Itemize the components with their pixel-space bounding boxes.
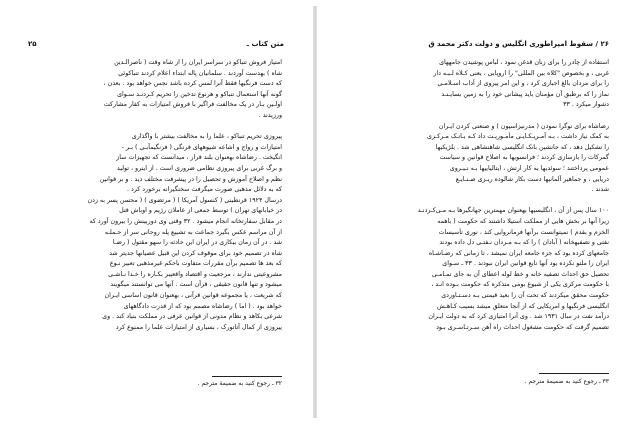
text-line: که شریعت ، یا مجموعه قوانین قرآنی ، بهعنوان قانون اساسی ایـران <box>104 292 282 300</box>
left-footnote: ۳۲ ـ رجوع کنید به ضمیمهٔ مترجم . <box>197 380 282 387</box>
text-line: شد . در آن زمان بیکاری در ایران این حادثه را سهو مقتول ( رضـا <box>112 239 282 247</box>
text-line: میشود و تنها قانون حقیقی ، قرآن است . آنها می توانستند میگویند <box>110 281 282 289</box>
text-line: در مقابل سفارتخانه انجام میشود . ۳۲ وقتی وی دوربینش را بیرون آورد که <box>89 217 282 225</box>
text-line: رضاشاه برای نوگرا نمودن ( مدرنیزاسیون ) و صنعتی کردن ایـران <box>438 122 609 130</box>
left-page-body-text <box>28 58 282 333</box>
text-line: انگیخت . رضاشاه بهعنوان بلند قرار ، میدانست که تجهیزات ساز <box>116 154 282 162</box>
text-line: گمرکات را بازسازی کردند ؛ فرانسویها به اصلاح قوانین و سیاست <box>439 154 609 162</box>
right-page-body-text <box>340 58 609 333</box>
text-line: زیرا آنها بر بخش هایی از مملکت استیلا داشتند که حکومت ( باهمه <box>437 217 609 225</box>
text-line: نفتی و تصفیهخانه ( آبادان ) را که بـه مـردان نـفتـی دل داده بودند <box>439 239 609 247</box>
text-line: استفاده از چادر را برای زنان قدغن نمود ، لباس پوشیدن جامههای <box>439 59 609 66</box>
text-line: امتیازات و رواج و اشاعه شیوههای فرنگی ( فرنگیمآبـی ) بـر - <box>121 143 282 151</box>
text-line: امتیاز فروش تنباکو در سراسر ایران را از شاه وقت ( ناصرالـدین <box>114 59 282 66</box>
text-line: ایران را ملتو نکرده بود آنها تابع قوانین ایران نبودند . ۳۳ ـ سـوای <box>442 260 609 268</box>
text-line <box>340 111 609 122</box>
text-line: الخزم و بقدم ) نمیتوانست برآنها فرمانروایی کند ، نوری تأسیسات <box>438 228 609 236</box>
text-line: گونه آنها استعمال تنباکو و هرنوع تدخین را تحریم کـردنـد سـوای <box>117 90 282 98</box>
right-header-title: ۲۶ / سقوط امپراطوری انگلیس و دولت دکتر محمد ق <box>428 40 609 48</box>
text-line: از آن مراسم عکس بگیرد جماعت به تشییع پله روحانی سر از حـملـه <box>104 228 282 236</box>
text-line: انگلیسی فرنگیها و امریکایی که از آنجا متعلق میشد بسیب کـاهـش <box>437 302 609 310</box>
right-page <box>318 0 639 424</box>
text-line: ورزیدند . <box>258 111 282 119</box>
text-line: خواهد بود . ( اما ) رضاشاه مصمم بود که از قدرت دادگاههای <box>123 302 282 310</box>
text-line: ۱۰۰ سال پس از آن ، انگلیسیها بهعنوان مهمترین جهانگیرها بـه مـی‌کـردنـد <box>417 207 609 215</box>
text-line: در خیابانهای تهران ) توسط جمعی از عاملان رژیم و اوباش قتل <box>119 207 282 215</box>
text-line: که دست فرنگیها فقط آنرا لمس کرده باشد نجس خواهد بود . بعدن ، <box>103 80 282 88</box>
text-line: به کمک نیاز داشت ، بـه آمـریـکـایـی مأمـوریـت داد کـه بـانـک مـرکـزی <box>426 133 609 141</box>
right-footnote: ۳۳ ـ رجوع کنید به ضمیمهٔ مترجم . <box>524 378 609 385</box>
text-line: درآمد نفت در سال ۱۹۳۱ شد . وی آنرا امتیازی کرد که به دولت ایـران <box>428 313 609 321</box>
right-footnote-divider <box>539 373 609 374</box>
left-footnote-divider <box>212 376 282 377</box>
left-header-title: متن کتاب ـ <box>246 40 284 48</box>
text-line: مشروعیتی ندارند ، مرجعیت و اقتصاد واقعیبر بکـاره را خـدا نـاشـی <box>108 270 282 278</box>
text-line: درسال ۱۹۲۴ قرنطینی ( کنسول آمریکا ) ( مرتضوی ) ( محسن پسر به زدن <box>87 196 282 204</box>
text-line: تصمیم گرفت که حکومت مشغول احداث راه آهن سـرتـاسـری بـود <box>436 323 609 331</box>
text-line: نظم و اصلاح آموزش و تحصیل را در پیشرفت مختلف دید . و بر قوانین <box>99 175 282 183</box>
text-line: جامعهای کرده بود که جزء جامعه ایران نمیشد ، تا زمانی که رضـاشـاه <box>428 249 609 257</box>
text-line: نماز را که برطبق آن مؤمنان باید پیشانی خود را به زمین بسایـنـد <box>441 90 609 98</box>
text-line: را تشکیل دهد ، که جانشین بانک انگلیسی شاهنشاهی شد . بلژیکیها <box>435 143 609 151</box>
book-gutter <box>313 6 317 418</box>
text-line: پیروزی تحریم تنباکو ، علما را به مخالفت بیشتر با واگذاری <box>131 133 282 141</box>
left-page-number: ۲۵ <box>28 40 37 48</box>
text-line: که به دلائل مذهبی صورت میگرفت سختگیرانه برخورد کرد . <box>126 186 282 194</box>
text-line <box>340 196 609 207</box>
text-line: شاه ) بهدست آوردند . سلمانیان پاله ابتداء اعلام کردند تنباکوئی <box>118 69 282 77</box>
text-line: عمومی پرداختند ؛ سوئدیها به کار ارتش ، ایتالیاییها بـه نـیـروی <box>449 164 609 172</box>
left-page <box>0 0 312 424</box>
text-line: را برای مردان بالغ اجباری کرد ، و این امر پیروی از آداب اسـلامـی <box>437 80 609 88</box>
text-line: و برگ غربی برای پیروزی نظامی ضروری است . از اینرو ، تولید <box>116 164 282 172</box>
text-line: شرعی بکاهد و نظام مدونی از قوانین عرفی در مملکت بنیاد کند . وی <box>102 313 282 321</box>
text-line: دریایی ، و جماهیر آلمانیها دست بکار شالوده ریـزی صـنـایـع <box>455 175 609 183</box>
text-line: اولـین بـار در یک مخالفت فراگیر با فروش امتیازات به کفار مشارکت <box>103 101 282 109</box>
text-line: با حکومت مرکزی یکی از شیوع بومی متذکره که حکومت بـوده انـد ، <box>431 281 609 289</box>
text-line: پیروزی از کمال آتاتورک ، بسیاری از امتیازات علما را ممنوع کرد <box>115 323 282 331</box>
text-line: دشوار میکرد . ۳۳ <box>563 101 609 109</box>
text-line: تحصیل حق احداث تصفیه خانه و خط لوله اعطای آن به جای تمـامـی <box>431 270 609 278</box>
text-line: شدند . <box>591 186 609 194</box>
text-line: که بعد ها تصمیم برآن مقررات متفاوت باحکم غیرمذهبی تعبیر نـوع <box>109 260 282 268</box>
text-line <box>28 122 282 133</box>
text-line: شاه در تصمیم خود برای موقوف کردن این قبیل عصیانها جدیتر شد <box>109 249 282 257</box>
text-line: غربی ، و بخصوص "کلاه بین المللی" را اروپایی ، یعنی کـلاه لـبـه دار <box>433 69 609 77</box>
text-line: حکومت محقق میکردند که تحت آن را بعید قیمتی بـه دسـتـاوردی <box>441 292 609 300</box>
